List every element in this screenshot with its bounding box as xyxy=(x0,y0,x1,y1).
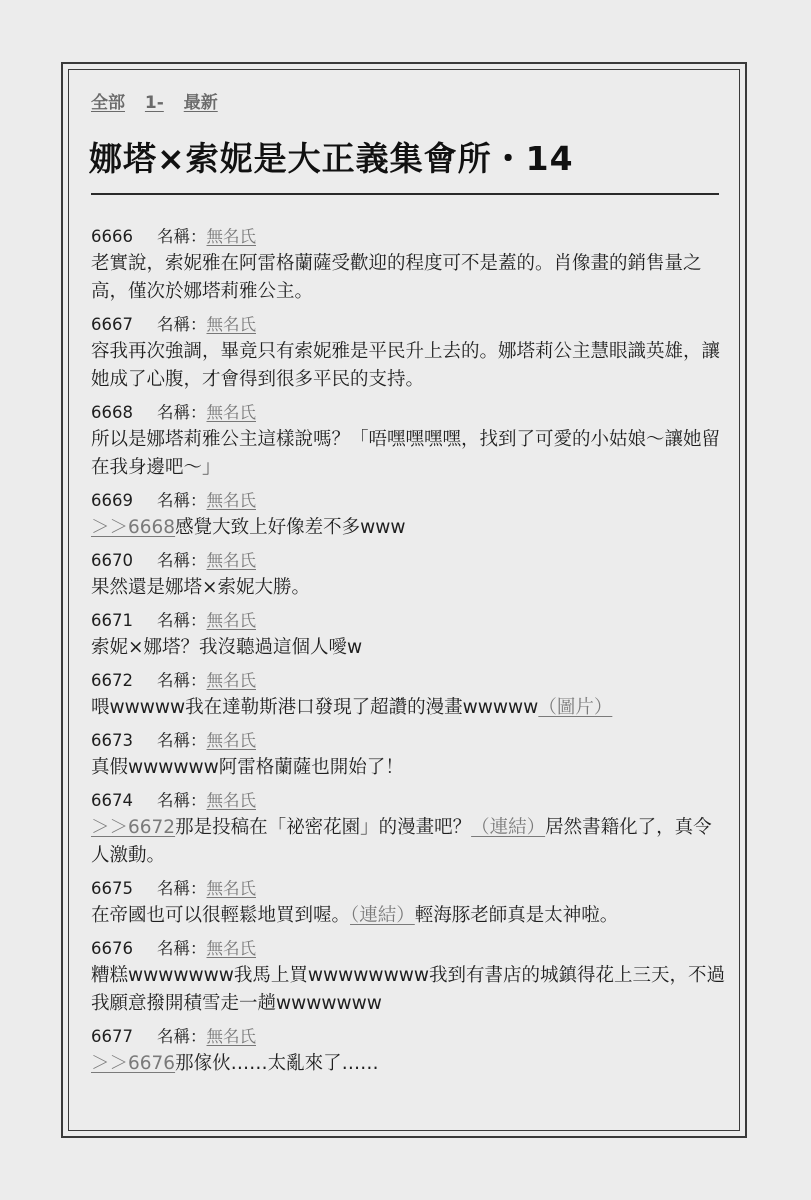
post-header xyxy=(91,670,727,692)
post-header xyxy=(91,550,727,572)
post-link[interactable]: ＞＞6676 xyxy=(91,1053,176,1074)
post-body xyxy=(91,338,727,394)
post-text: 那傢伙……太亂來了…… xyxy=(175,1053,379,1074)
post-header xyxy=(91,610,727,632)
post xyxy=(91,402,727,482)
title-divider xyxy=(91,193,719,195)
breadcrumb xyxy=(91,88,232,113)
post-body xyxy=(91,514,727,542)
post xyxy=(91,938,727,1018)
poster-name-link[interactable]: 無名氏 xyxy=(206,671,256,690)
post-number: 6676 xyxy=(91,939,133,958)
post-link[interactable]: ＞＞6672 xyxy=(91,817,176,838)
post-header xyxy=(91,730,727,752)
post-link[interactable]: （連結） xyxy=(350,905,415,926)
name-label: 名稱： xyxy=(157,1027,207,1046)
post-text: 在帝國也可以很輕鬆地買到喔。 xyxy=(91,905,351,926)
post-number: 6677 xyxy=(91,1027,133,1046)
post-header xyxy=(91,226,727,248)
poster-name-link[interactable]: 無名氏 xyxy=(206,611,256,630)
poster-name-link[interactable]: 無名氏 xyxy=(206,227,256,246)
post-body xyxy=(91,426,727,482)
post-header xyxy=(91,938,727,960)
post xyxy=(91,730,727,782)
post xyxy=(91,790,727,870)
post xyxy=(91,490,727,542)
name-label: 名稱： xyxy=(157,879,207,898)
post-body xyxy=(91,574,727,602)
name-label: 名稱： xyxy=(157,227,207,246)
post xyxy=(91,878,727,930)
post-text: 果然還是娜塔×索妮大勝。 xyxy=(91,577,311,598)
post-number: 6667 xyxy=(91,315,133,334)
post-number: 6673 xyxy=(91,731,133,750)
post-text: 糟糕wwwwwww我馬上買wwwwwwww我到有書店的城鎮得花上三天，不過我願意撥開積雪走一趟wwwwwww xyxy=(91,965,725,1014)
post-text: 容我再次強調，畢竟只有索妮雅是平民升上去的。娜塔莉公主慧眼識英雄，讓她成了心腹，才會得到很多平民的支持。 xyxy=(91,341,721,390)
post-number: 6675 xyxy=(91,879,133,898)
post-text: 那是投稿在「祕密花園」的漫畫吧？ xyxy=(175,817,472,838)
post xyxy=(91,1026,727,1078)
post-text: 喂wwwww我在達勒斯港口發現了超讚的漫畫wwwww xyxy=(91,697,539,718)
post-body xyxy=(91,634,727,662)
post xyxy=(91,314,727,394)
name-label: 名稱： xyxy=(157,731,207,750)
poster-name-link[interactable]: 無名氏 xyxy=(206,731,256,750)
post-body xyxy=(91,754,727,782)
poster-name-link[interactable]: 無名氏 xyxy=(206,791,256,810)
name-label: 名稱： xyxy=(157,551,207,570)
poster-name-link[interactable]: 無名氏 xyxy=(206,939,256,958)
poster-name-link[interactable]: 無名氏 xyxy=(206,491,256,510)
post-body xyxy=(91,694,727,722)
poster-name-link[interactable]: 無名氏 xyxy=(206,315,256,334)
name-label: 名稱： xyxy=(157,315,207,334)
post-link[interactable]: （圖片） xyxy=(538,697,613,718)
post-body xyxy=(91,902,727,930)
post-body xyxy=(91,962,727,1018)
post-number: 6669 xyxy=(91,491,133,510)
nav-all-link[interactable]: 全部 xyxy=(91,93,125,113)
poster-name-link[interactable]: 無名氏 xyxy=(206,879,256,898)
post-body xyxy=(91,250,727,306)
post-text: 感覺大致上好像差不多www xyxy=(175,517,406,538)
post-link[interactable]: （連結） xyxy=(471,817,546,838)
post xyxy=(91,670,727,722)
name-label: 名稱： xyxy=(157,403,207,422)
post-text: 真假wwwwww阿雷格蘭薩也開始了！ xyxy=(91,757,404,778)
post-header xyxy=(91,402,727,424)
thread-title: 娜塔×索妮是大正義集會所・14 xyxy=(89,139,574,178)
post-number: 6666 xyxy=(91,227,133,246)
post-header xyxy=(91,314,727,336)
poster-name-link[interactable]: 無名氏 xyxy=(206,551,256,570)
name-label: 名稱： xyxy=(157,671,207,690)
name-label: 名稱： xyxy=(157,791,207,810)
post-text: 老實說，索妮雅在阿雷格蘭薩受歡迎的程度可不是蓋的。肖像畫的銷售量之高，僅次於娜塔莉雅公主。 xyxy=(91,253,702,302)
post-number: 6674 xyxy=(91,791,133,810)
post-text: 居然書籍化了，真令人激動。 xyxy=(91,817,712,866)
post xyxy=(91,550,727,602)
post-body xyxy=(91,1050,727,1078)
post-number: 6672 xyxy=(91,671,133,690)
post xyxy=(91,226,727,306)
nav-latest-link[interactable]: 最新 xyxy=(183,93,218,113)
poster-name-link[interactable]: 無名氏 xyxy=(206,1027,256,1046)
post-body xyxy=(91,814,727,870)
post-number: 6671 xyxy=(91,611,133,630)
name-label: 名稱： xyxy=(157,939,207,958)
post-text: 輕海豚老師真是太神啦。 xyxy=(414,905,619,926)
post-header xyxy=(91,878,727,900)
post-number: 6670 xyxy=(91,551,133,570)
post-text: 所以是娜塔莉雅公主這樣說嗎？「唔嘿嘿嘿嘿，找到了可愛的小姑娘〜讓她留在我身邊吧〜」 xyxy=(91,429,721,478)
post-header xyxy=(91,1026,727,1048)
name-label: 名稱： xyxy=(157,611,207,630)
post-list xyxy=(91,226,727,1086)
post-header xyxy=(91,490,727,512)
post-text: 索妮×娜塔？我沒聽過這個人噯w xyxy=(91,637,363,658)
poster-name-link[interactable]: 無名氏 xyxy=(206,403,256,422)
nav-range-link[interactable]: 1- xyxy=(144,93,164,113)
post-header xyxy=(91,790,727,812)
post-link[interactable]: ＞＞6668 xyxy=(91,517,176,538)
name-label: 名稱： xyxy=(157,491,207,510)
post-number: 6668 xyxy=(91,403,133,422)
post xyxy=(91,610,727,662)
